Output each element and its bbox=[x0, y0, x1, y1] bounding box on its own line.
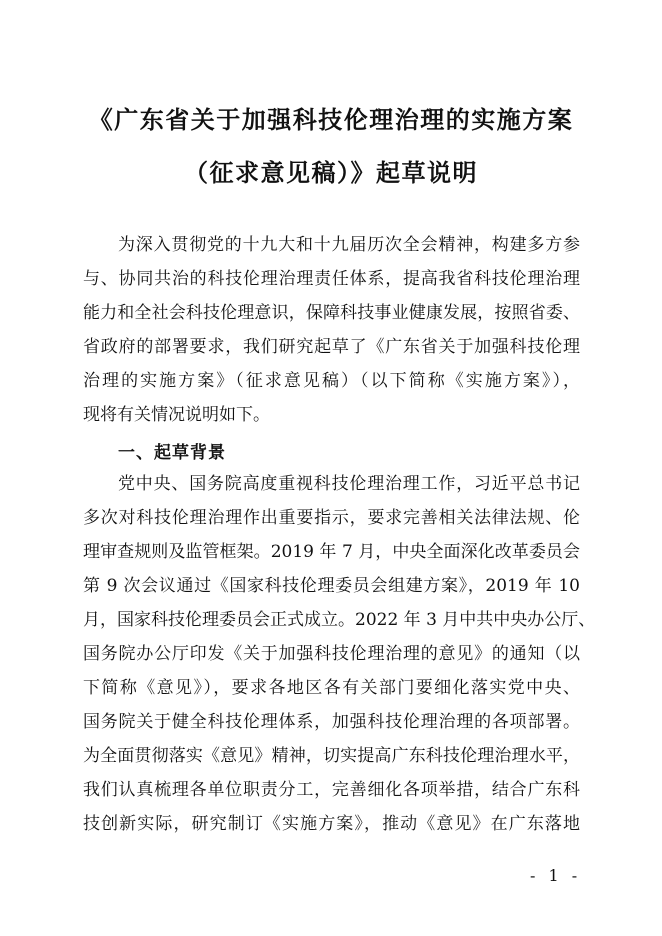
paragraph-line: 月，国家科技伦理委员会正式成立。2022 年 3 月中共中央办公厅、 bbox=[83, 610, 596, 630]
document-title-line-2: （征求意见稿）》起草说明 bbox=[184, 159, 478, 187]
paragraph-line: 技创新实际，研究制订《实施方案》，推动《意见》在广东落地 bbox=[83, 814, 580, 834]
paragraph-line: 第 9 次会议通过《国家科技伦理委员会组建方案》，2019 年 10 bbox=[83, 576, 580, 596]
paragraph-line: 治理的实施方案》（征求意见稿）（以下简称《实施方案》）， bbox=[83, 371, 580, 391]
page-number: - 1 - bbox=[530, 866, 582, 885]
document-title-line-1: 《广东省关于加强科技伦理治理的实施方案 bbox=[88, 106, 574, 134]
paragraph-line: 国务院关于健全科技伦理体系，加强科技伦理治理的各项部署。 bbox=[83, 712, 580, 732]
paragraph-line: 为深入贯彻党的十九大和十九届历次全会精神，构建多方参 bbox=[118, 235, 580, 255]
section-heading: 一、起草背景 bbox=[118, 443, 226, 463]
paragraph-line: 党中央、国务院高度重视科技伦理治理工作，习近平总书记 bbox=[118, 474, 580, 494]
paragraph-line: 多次对科技伦理治理作出重要指示，要求完善相关法律法规、伦 bbox=[83, 508, 580, 528]
paragraph-line: 国务院办公厅印发《关于加强科技伦理治理的意见》的通知（以 bbox=[83, 644, 580, 664]
paragraph-line: 理审查规则及监管框架。2019 年 7 月，中央全面深化改革委员会 bbox=[83, 542, 580, 562]
paragraph-line: 与、协同共治的科技伦理治理责任体系，提高我省科技伦理治理 bbox=[83, 269, 580, 289]
paragraph-line: 能力和全社会科技伦理意识，保障科技事业健康发展，按照省委、 bbox=[83, 303, 580, 323]
paragraph-line: 我们认真梳理各单位职责分工，完善细化各项举措，结合广东科 bbox=[83, 780, 580, 800]
paragraph-line: 下简称《意见》），要求各地区各有关部门要细化落实党中央、 bbox=[83, 678, 580, 698]
paragraph-line: 为全面贯彻落实《意见》精神，切实提高广东科技伦理治理水平， bbox=[83, 746, 580, 766]
paragraph-line: 现将有关情况说明如下。 bbox=[83, 405, 270, 425]
paragraph-line: 省政府的部署要求，我们研究起草了《广东省关于加强科技伦理 bbox=[83, 337, 580, 357]
